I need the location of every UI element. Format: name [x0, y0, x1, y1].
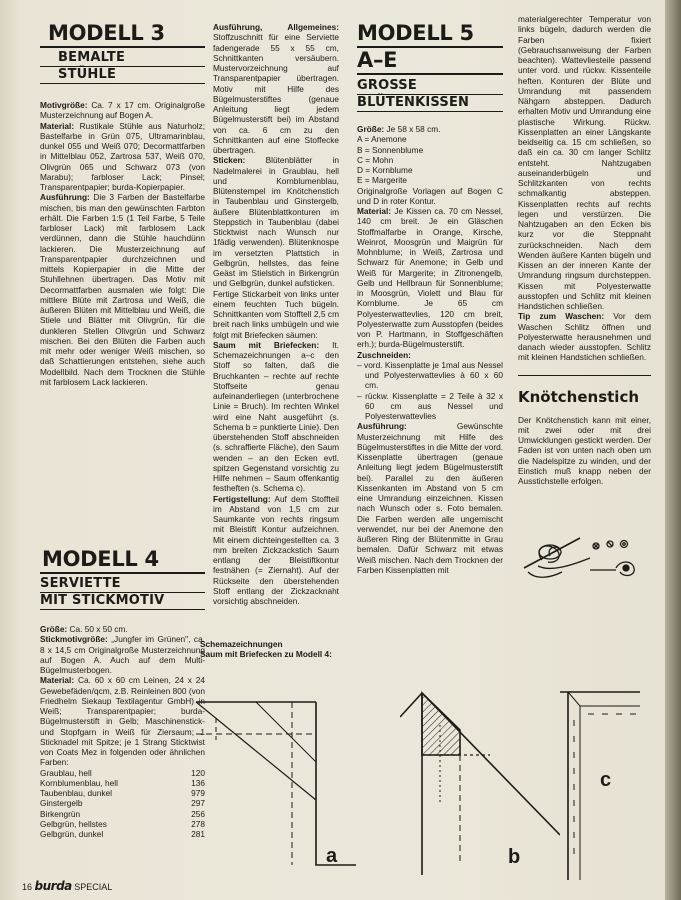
modell5-tipp: Tip zum Waschen: Vor dem Waschen Schlitz öffnen und Polyesterwatte herausnehmen und danach wieder ausstopfen. Schlitz mit kleinen Handstichen schließen.: [518, 311, 651, 363]
modell4-stickmotiv: Stickmotivgröße: „Jungfer im Grünen", ca. 8 x 14,5 cm Originalgroße Musterzeichnung auf Bogen A. Auch auf dem Multi-Bügelmusterbogen.: [40, 634, 205, 675]
color-name: Gelbgrün, dunkel: [40, 829, 104, 839]
color-number: 120: [191, 767, 205, 778]
knoetchenstich-text: Der Knötchenstich kann mit einer, mit zwei oder mit drei Umwicklungen gestickt werden. Der Faden ist von unten nach oben um die Nadelspitze zu winden, und der Einstich muß knapp neben der Ausstichstelle erfolgen.: [518, 414, 651, 486]
list-item: A = Anemone: [357, 134, 407, 145]
color-name: Birkengrün: [40, 808, 81, 819]
color-number: 256: [191, 808, 205, 819]
modell4-heading: MODELL 4: [42, 547, 159, 571]
knoetchenstich-heading: Knötchenstich: [518, 387, 640, 406]
table-row: [40, 778, 205, 788]
modell5-ausfuehrung: Ausführung: Gewünschte Musterzeichnung mit Hilfe des Bügelmusterstiftes in die Mitte der vord. Kissenplatte übertragen (genaue Anleitung liegt jedem Bügelmusterstift bei). Parallel zu den äußeren Kissenkanten im Abstand von 5 cm eine Umrandung einzeichnen. Kissen nach Wunsch oder s. Foto bemalen. Die Farben werden alle ungemischt verwendet, nur bei der Anemone den äußeren Ring der Blütenmitte in Grau bemalen. Dafür Schwarz mit etwas Weiß mischen. Nach dem Trocknen der Farben Kissenplatten mit: [357, 421, 503, 575]
modell5-zuschneiden-2: – rückw. Kissenplatte = 2 Teile à 32 x 60 cm aus Nessel und Polyesterwattevlies: [357, 390, 503, 421]
modell4-groesse: Größe: Ca. 50 x 50 cm.: [40, 624, 128, 634]
list-item: D = Kornblume: [357, 165, 413, 175]
modell3-ausfuehrung: Ausführung: Die 3 Farben der Bastelfarbe mischen, bis man den gewünschten Farbton erhält. Die Farben 1:5 (1 Teil Farbe, 5 Teile farbloser Lack) mit farblosem Lack verdünnen, dann die Stühle hauchdünn lackieren. Die Musterzeichnung auf Transparentpapier durchzeichnen und mittels Kopierpapier in die Mitte der Stuhllehnen übertragen. Das Motiv mit Decormattfarben ausmalen wie folgt: Die mittlere Blüte mit Zartrosa und Weiß, die äußeren Blüten mit Mittelblau und Weiß, die Stiele und Blätter mit Olivgrün, für die dunkleren Stellen Olivgrün und Schwarz mischen. Bei den Blüten die Farben auch mit mehr oder weniger Weiß mischen, so daß Schattierungen entstehen, siehe auch Modellbild. Nach dem Trocknen die Stühle mit farblosem Lack lackieren.: [40, 192, 205, 387]
modell4-material: Material: Ca. 60 x 60 cm Leinen, 24 x 24 Gewebefäden/qcm, z.B. Reinleinen 800 (von Friedhelm Siekaup Textilagentur GmbH) in Weiß; Transparentpapier; burda-Bügelmusterstift in Gelb; Maschinenstick- und Stopfgarn in Weiß für Ziersaum; 1 Sticknadel mit Spitze; je 1 Strang Sticktwist von Coats Mez in folgenden oder ähnlichen Farben:: [40, 675, 205, 768]
color-number: 281: [191, 829, 205, 839]
modell3-subheading-2: STÜHLE: [58, 67, 117, 82]
list-item: E = Margerite: [357, 175, 408, 186]
schema-caption-line-1: Schemazeichnungen: [200, 639, 283, 649]
table-row: [40, 819, 205, 829]
column-1-lower: [40, 548, 205, 839]
color-name: Graublau, hell: [40, 767, 92, 778]
schema-c-diagram: [560, 680, 665, 880]
color-number: 136: [191, 777, 205, 788]
modell5-fortsetzung: materialgerechter Temperatur von links bügeln, dadurch werden die Farben fixiert (Gebrauchsanweisung der Farben beachten). Wattevliesteile passend unter vord. und rückw. Kissenteile heften. Konturen der Blüte und Umrandung mit passendem Nähgarn absteppen. Dadurch erhalten Motiv und Umrandung eine plastische Wirkung. Rückw. Kissenplatten an einer Längskante beidseitig ca. 15 cm schließen, so daß ein ca. 30 cm langer Schlitz entsteht. Nahtzugaben auseinanderbügeln und Schlitzkanten von rechts schmalkantig absteppen. Kissenplatten rechts auf rechts legen und verstürzen. Die Nahtzugaben an den Ecken bis kurz vor die Steppnaht zurückschneiden. Nach dem Wenden äußere Kanten bügeln und Kissen an der inneren Kante der Umrandung ringsum durchsteppen. Kissen mit Polyesterwatte ausstopfen und Schlitz mit kleinen Handstichen schließen.: [518, 14, 651, 311]
modell3-material: Material: Rustikale Stühle aus Naturholz; Bastelfarbe in Grün 075, Ultramarinblau, dunkel 055 und Weiß 070; Decormattfarben in Mittelblau 052, Zartrosa 537, Weiß 070, Olivgrün 065 und Schwarz 073 (von Marabu); farbloser Lack; Pinsel; Transparentpapier; burda-Kopierpapier.: [40, 120, 205, 192]
table-row: [40, 809, 205, 819]
color-table: [40, 768, 205, 840]
page-edge: [665, 0, 681, 900]
modell5-groesse: Größe: Je 58 x 58 cm.: [357, 124, 441, 134]
modell5-heading-1: MODELL 5: [357, 21, 474, 45]
subheading-rule: [40, 83, 205, 84]
table-row: [40, 788, 205, 798]
table-row: [40, 829, 205, 839]
modell5-vorlagen: Originalgroße Vorlagen auf Bogen C und D in roter Kontur.: [357, 185, 503, 206]
color-name: Kornblumenblau, hell: [40, 777, 118, 788]
modell4-sticken: Sticken: Blütenblätter in Nadelmalerei in Graublau, hell und Kornblumenblau, Blütenstempel im Knötchenstich in Taubenblau und Ginstergelb, äußere Blütenblattkonturen im Steppstich in Taubenblau (dabei Sticktwist nach Wunsch nur 1fädig verwenden). Blütenknospe im versetzten Plattstich in Gelbgrün, hellstes, das feine Geäst im Stielstich in Birkengrün und Gelbgrün, dunkel aufsticken. Fertige Stickarbeit von links unter einem feuchten Tuch bügeln. Schnittkanten vom Stofftell 2,5 cm breit nach links umbügeln und wie folgt mit Briefecken säumen:: [213, 155, 339, 340]
color-name: Taubenblau, dunkel: [40, 788, 112, 798]
modell4-allgemeines: Ausführung, Allgemeines: Stoffzuschnitt für eine Serviette fadengerade 55 x 55 cm, Schnittkanten versäubern. Mustervorzeichnung auf Transparentpapier übertragen. Motiv mit Hilfe des Bügelmusterstiftes (genaue Anleitung liegt jedem Bügelmusterstift bei) im Abstand von ca. 6 cm zu den Schnittkanten auf eine Stoffecke übertragen.: [213, 22, 339, 155]
heading-rule: [40, 572, 205, 574]
color-number: 979: [191, 788, 205, 798]
page-number: 16: [22, 882, 33, 892]
schema-label-a: a: [326, 845, 338, 867]
modell5-material: Material: Je Kissen ca. 70 cm Nessel, 140 cm breit. Je ein Gläschen Stoffmalfarbe in Orange, Kirsche, Weinrot, Moosgrün und Maigrün für Mohnblume; in Weiß, Zartrosa und Schwarz für Anemone; in Gelb und Weiß für Margerite; in Zitronengelb, Gelb und Hellbraun für Sonnenblume; in Moosgrün, Violett und Blau für Kornblume. Je 65 cm Polyesterwattevlies, 120 cm breit, Polyesterwatte zum Ausstopfen (beides von P. Hartmann, in Stoffgeschäften erh.); burda-Bügelmusterstift.: [357, 206, 503, 350]
modell4-subheading-2: MIT STICKMOTIV: [40, 593, 165, 608]
schema-b-diagram: [400, 685, 560, 875]
section-rule: [518, 375, 651, 376]
color-number: 297: [191, 798, 205, 809]
table-row: [40, 768, 205, 778]
page-footer: [22, 879, 112, 893]
schema-a-diagram: [196, 690, 356, 875]
schema-caption-line-2: Saum mit Briefecken zu Modell 4:: [200, 649, 332, 659]
table-row: [40, 798, 205, 808]
list-item: C = Mohn: [357, 154, 394, 165]
schema-caption: [200, 639, 350, 659]
brand-logo: burda: [34, 879, 72, 893]
schema-label-b: b: [508, 846, 521, 868]
modell4-subheading-1: SERVIETTE: [40, 576, 121, 591]
modell3-heading: MODELL 3: [48, 21, 165, 45]
column-1: [40, 22, 205, 387]
modell5-zuschneiden-label: Zuschneiden:: [357, 349, 411, 360]
modell5-subheading-2: BLÜTENKISSEN: [357, 95, 470, 110]
color-name: Ginstergelb: [40, 798, 83, 809]
modell4-fertigstellung: Fertigstellung: Auf dem Stoffteil im Abstand von 1,5 cm zur Saumkante von rechts ringsum mit Bleistift Kontur aufzeichnen. Mit einem dichteingestellten ca. 3 mm breiten Zickzackstich Saum entlang der Bleistiftkontur festnähen (= Ziernaht). Auf der Rückseite den überstehenden Stoff entlang der Zickzacknaht vorsichtig abschneiden.: [213, 493, 339, 606]
column-2: [213, 22, 339, 606]
modell5-heading-2: A–E: [357, 48, 398, 72]
modell3-motivgroesse: Motivgröße: Ca. 7 x 17 cm. Originalgroße Musterzeichnung auf Bogen A.: [40, 100, 205, 121]
series-label: SPECIAL: [74, 882, 113, 892]
heading-rule: [40, 46, 205, 48]
heading-rule: [357, 73, 503, 75]
modell3-subheading-1: BEMALTE: [58, 50, 126, 65]
schema-label-c: c: [600, 769, 612, 791]
knoetchenstich-illustration: [520, 520, 650, 590]
modell5-item-list: [357, 134, 503, 185]
subheading-rule: [40, 609, 205, 610]
modell5-subheading-1: GROSSE: [357, 78, 417, 93]
color-number: 278: [191, 818, 205, 829]
column-3: [357, 22, 503, 575]
color-name: Gelbgrün, hellstes: [40, 818, 107, 829]
subheading-rule: [357, 111, 503, 112]
list-item: B = Sonnenblume: [357, 144, 424, 155]
column-4: [518, 14, 651, 486]
modell5-zuschneiden-1: – vord. Kissenplatte je 1mal aus Nessel und Polyesterwattevlies à 60 x 60 cm.: [357, 359, 503, 391]
modell4-saum: Saum mit Briefecken: It. Schemazeichnungen a–c den Stoff so falten, daß die Bruchkanten – rechte auf rechte Stoffseite genau aufeinanderliegen (unterbrochene Linie = Bruch). Im rechten Winkel wird eine Naht ausgeführt (s. Schema b = punktierte Linie). Den überstehenden Stoff abschneiden (s. schraffierte Fläche), den Saum wenden – an den Ecken evtl. spitzen Gegenstand vorsichtig zu Hilfe nehmen – Saum offenkantig festheften (s. Schema c).: [213, 339, 339, 494]
